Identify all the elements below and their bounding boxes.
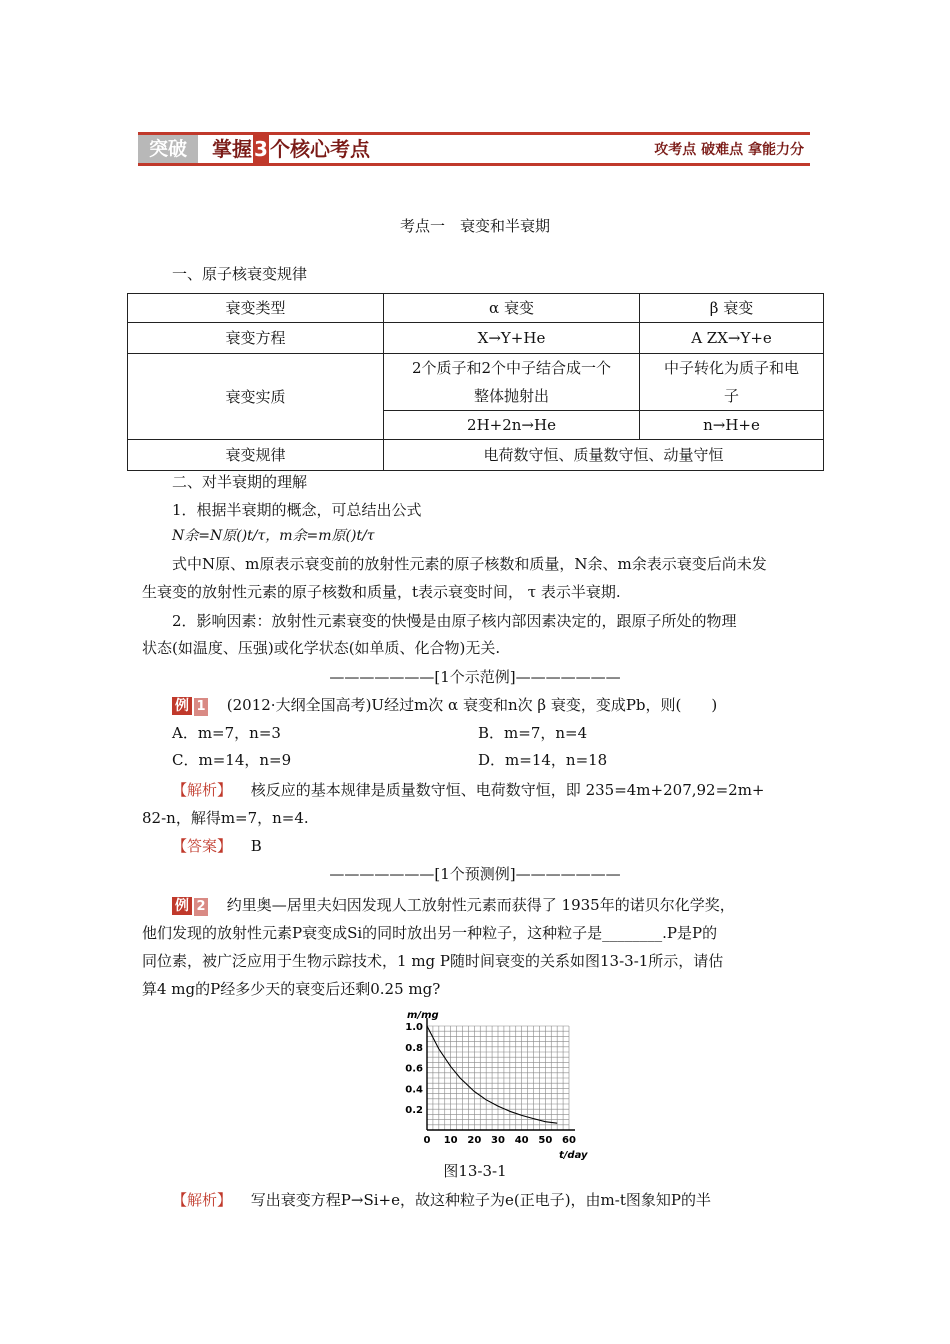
- divider-prediction: ———————[1个预测例]———————: [329, 865, 621, 883]
- option-b: B．m=7，n=4: [478, 724, 588, 742]
- answer-label: 【答案】: [172, 837, 233, 855]
- question-text-cont: 他们发现的放射性元素P衰变成Si的同时放出另一种粒子，这种粒子是________.P是P的: [142, 924, 718, 942]
- analysis-label: 【解析】: [172, 781, 233, 799]
- paragraph: 2．影响因素：放射性元素衰变的快慢是由原子核内部因素决定的，跟原子所处的物理: [172, 612, 737, 630]
- chart-grid: [427, 1026, 569, 1130]
- half-life-formula: N余=N原()t/τ，m余=m原()t/τ: [172, 528, 375, 544]
- divider-example: ———————[1个示范例]———————: [329, 668, 621, 686]
- analysis-text-cont: 82-n，解得m=7，n=4.: [142, 809, 309, 827]
- x-tick-label: 0: [423, 1135, 431, 1146]
- table-cell: α 衰变: [384, 294, 640, 323]
- question-text-cont: 同位素，被广泛应用于生物示踪技术，1 mg P随时间衰变的关系如图13-3-1所示，请估: [142, 952, 724, 970]
- essence-beta-line2: 子: [723, 387, 739, 405]
- question-text-cont: 算4 mg的P经多少天的衰变后还剩0.25 mg?: [142, 980, 441, 998]
- essence-alpha-line2: 整体抛射出: [473, 387, 549, 405]
- table-cell: 衰变类型: [128, 294, 384, 323]
- y-tick-label: 1.0: [405, 1022, 423, 1033]
- banner-slogan: 攻考点 破难点 拿能力分: [654, 142, 804, 158]
- essence-alpha-line1: 2个质子和2个中子结合成一个: [411, 359, 612, 377]
- x-tick-label: 60: [562, 1135, 576, 1146]
- essence-beta-line1: 中子转化为质子和电: [663, 359, 799, 377]
- table-cell: n→H+e: [640, 411, 824, 440]
- paragraph: 式中N原、m原表示衰变前的放射性元素的原子核数和质量，N余、m余表示衰变后尚未发: [172, 555, 767, 573]
- banner-title: [212, 135, 370, 163]
- decay-table: [127, 293, 824, 471]
- x-tick-label: 30: [491, 1135, 505, 1146]
- table-row: [128, 323, 824, 354]
- table-row: [128, 354, 824, 411]
- x-tick-label: 50: [538, 1135, 553, 1146]
- paragraph: 1．根据半衰期的概念，可总结出公式: [172, 501, 422, 519]
- y-tick-label: 0.2: [405, 1105, 423, 1117]
- example-badge: 例: [172, 697, 192, 715]
- option-c: C．m=14，n=9: [172, 751, 292, 769]
- analysis-text: 写出衰变方程P→Si+e，故这种粒子为e(正电子)，由m-t图象知P的半: [250, 1191, 711, 1209]
- table-row: [128, 440, 824, 471]
- analysis-text: 核反应的基本规律是质量数守恒、电荷数守恒，即 235=4m+207,92=2m+: [250, 781, 765, 799]
- banner-title-post: 个核心考点: [270, 137, 370, 161]
- table-cell: A ZX→Y+e: [640, 323, 824, 354]
- y-tick-label: 0.8: [405, 1042, 423, 1054]
- heading-decay-rules: 一、原子核衰变规律: [172, 265, 308, 283]
- figure-caption: 图13-3-1: [443, 1162, 507, 1180]
- example-number: 2: [194, 898, 208, 916]
- option-d: D．m=14，n=18: [478, 751, 608, 769]
- banner-title-number: 3: [254, 137, 268, 161]
- table-cell: [640, 354, 824, 411]
- banner-tag: 突破: [138, 135, 198, 163]
- heading-half-life: 二、对半衰期的理解: [172, 473, 308, 491]
- section-banner: [138, 132, 810, 166]
- y-tick-label: 0.6: [405, 1063, 423, 1075]
- example-2-analysis: [172, 1190, 711, 1210]
- example-1-analysis: [172, 780, 765, 800]
- table-cell: X→Y+He: [384, 323, 640, 354]
- example-1-question: [172, 695, 717, 716]
- table-cell: 电荷数守恒、质量数守恒、动量守恒: [384, 440, 824, 471]
- table-cell: 衰变实质: [128, 354, 384, 440]
- decay-chart: [395, 1010, 595, 1162]
- chart-axes: [427, 1018, 575, 1130]
- question-text: (2012·大纲全国高考)U经过m次 α 衰变和n次 β 衰变，变成Pb，则( ): [226, 696, 718, 714]
- x-axis-label: t/day: [559, 1150, 588, 1161]
- table-row: [128, 294, 824, 323]
- banner-bottom-rule: [138, 163, 810, 166]
- option-a: A．m=7，n=3: [172, 724, 281, 742]
- table-cell: β 衰变: [640, 294, 824, 323]
- section-title: 考点一 衰变和半衰期: [399, 217, 550, 235]
- x-tick-label: 20: [467, 1135, 482, 1146]
- question-text: 约里奥—居里夫妇因发现人工放射性元素而获得了 1935年的诺贝尔化学奖，: [226, 896, 735, 914]
- answer-value: B: [250, 837, 262, 855]
- table-cell: [384, 354, 640, 411]
- paragraph: 生衰变的放射性元素的原子核数和质量，t表示衰变时间， τ 表示半衰期.: [142, 583, 621, 601]
- example-badge: 例: [172, 897, 192, 915]
- banner-title-pre: 掌握: [212, 137, 252, 161]
- example-2-question: [172, 895, 735, 916]
- paragraph: 状态(如温度、压强)或化学状态(如单质、化合物)无关.: [142, 639, 501, 657]
- analysis-label: 【解析】: [172, 1191, 233, 1209]
- table-cell: 衰变方程: [128, 323, 384, 354]
- x-tick-label: 40: [514, 1135, 529, 1146]
- example-1-answer: [172, 836, 262, 856]
- y-tick-label: 0.4: [405, 1084, 423, 1096]
- example-number: 1: [194, 698, 208, 716]
- table-cell: 2H+2n→He: [384, 411, 640, 440]
- table-cell: 衰变规律: [128, 440, 384, 471]
- x-tick-label: 10: [443, 1135, 458, 1146]
- y-axis-label: m/mg: [407, 1010, 439, 1021]
